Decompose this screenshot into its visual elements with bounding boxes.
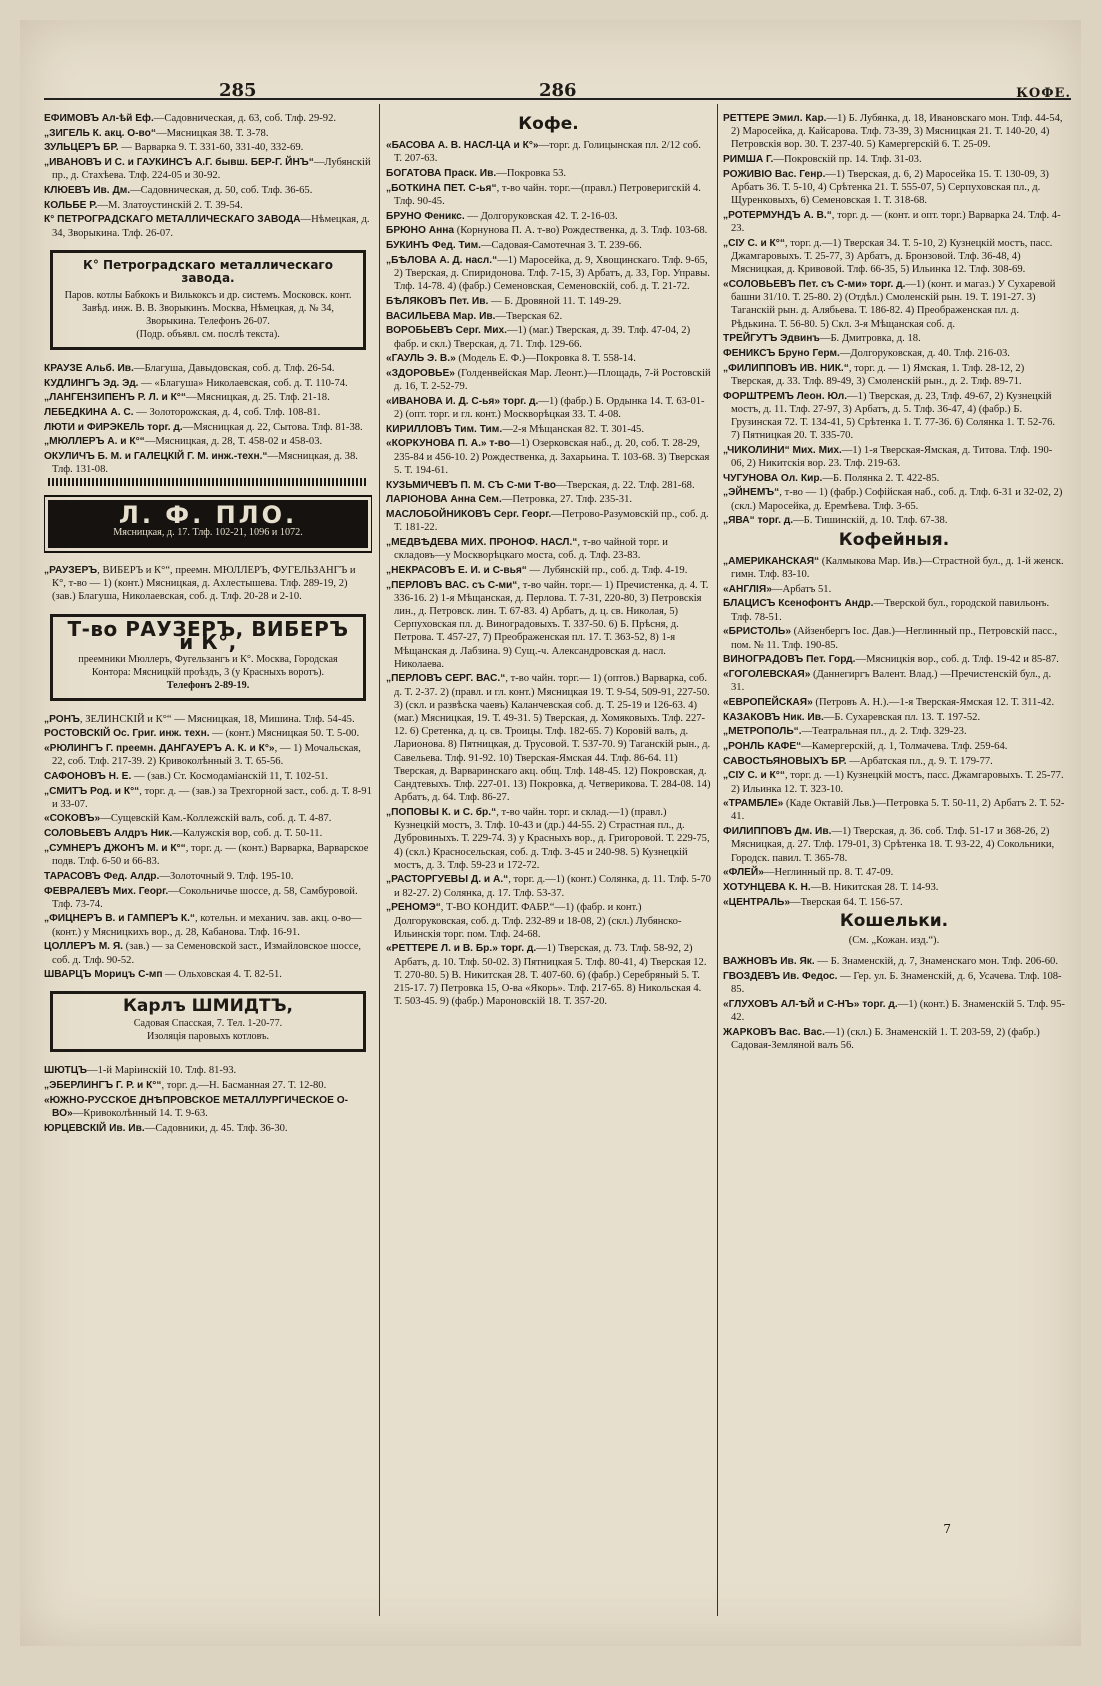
page-header <box>44 58 1071 100</box>
directory-entry: «ЮЖНО-РУССКОЕ ДНѢПРОВСКОЕ МЕТАЛЛУРГИЧЕСКОЕ О-ВО»—Кривоколѣнный 14. Т. 9-63. <box>44 1094 349 1120</box>
directory-page <box>20 20 1081 1646</box>
directory-entry: „МЮЛЛЕРЪ А. и К°“—Мясницкая, д. 28, Т. 458-02 и 458-03. <box>44 436 323 448</box>
section-title-purses: Кошельки. <box>839 910 949 931</box>
directory-entry: КУЗЬМИЧЕВЪ П. М. СЪ С-ми Т-во—Тверская, д. 22. Тлф. 281-68. <box>386 479 695 491</box>
footer-mark: 7 <box>943 1522 951 1536</box>
directory-entry: САФОНОВЪ Н. Е. — (зав.) Ст. Космодаміанскій 11, Т. 102-51. <box>44 770 329 782</box>
directory-entry: „ЧИКОЛИНИ“ Мих. Мих.—1) 1-я Тверская-Ямская, д. Титова. Тлф. 190-06, 2) Никитскія вор. 23. Тлф. 219-63. <box>723 444 1053 470</box>
directory-entry: «КОРКУНОВА П. А.» т-во—1) Озерковская наб., д. 20, соб. Т. 28-29, 235-84 и 456-10. 2) Рождественка, д. Захарьина. Т. 103-68. 3) Тверская 5. Т. 194-61. <box>386 438 710 476</box>
directory-entry: ШЮТЦЪ—1-й Маріинскій 10. Тлф. 81-93. <box>44 1065 237 1077</box>
directory-entry: КОЛЬБЕ Р.—М. Златоустинскій 2. Т. 39-54. <box>44 199 243 211</box>
directory-entry: „РОТЕРМУНДЪ А. В.“, торг. д. — (конт. и опт. торг.) Варварка 24. Тлф. 4-23. <box>723 209 1061 235</box>
directory-entry: МАСЛОБОЙНИКОВЪ Серг. Георг.—Петрово-Разумовскій пр., соб. д. Т. 181-22. <box>386 508 709 534</box>
ad-body: Мясницкая, д. 17. Тлф. 102-21, 1096 и 1072. <box>113 526 303 538</box>
directory-entry: «ЗДОРОВЬЕ» (Голденвейская Мар. Леонт.)—Площадь, 7-й Ростовскій д. 16, Т. 2-52-79. <box>386 367 711 393</box>
directory-entry: „РАУЗЕРЪ, ВИБЕРЪ и К°“, преемн. МЮЛЛЕРЪ, ФУГЕЛЬЗАНГЪ и К°, т-во — 1) (конт.) Мясницкая, д. Ахлестышева. Тлф. 289-19, 2) (зав.) Благуша, Николаевская, соб. д. Тлф. 20-28 и 2-10. <box>44 564 356 603</box>
ad-karl-schmidt <box>50 991 366 1052</box>
directory-entry: «БРИСТОЛЬ» (Айзенбергъ Іос. Дав.)—Неглинный пр., Петровскій пасс., пом. № 11. Тлф. 190-85. <box>723 626 1058 651</box>
directory-entry: «ЕВРОПЕЙСКАЯ» (Петровъ А. Н.).—1-я Тверская-Ямская 12. Т. 311-42. <box>723 696 1055 708</box>
directory-entry: „ПЕРЛОВЪ ВАС. съ С-ми“, т-во чайн. торг.— 1) Пречистенка, д. 4. Т. 336-16. 2) 1-я Мѣщанская, д. Перлова. Т. 7-31, 220-80, 3) Петровскія лин., д. Петровск. лин. Т. 67-83. 4) Арбатъ, д. ц. св. Николая, 5) Серпуховская пл. д. Виноградовыхъ. Т. 337-50. 6) Б. Прѣсня, д. Петрова. Т. 457-27, 7) Преображенская пл. 17. Т. 363-52, 8) 1-я Мѣщанская д. Лабзина. 9) Сущ.-ч. Александровская д. насл. Николаева. <box>386 579 709 670</box>
section-title-coffeehouses: Кофейныя. <box>838 529 950 550</box>
ad-plo <box>48 500 368 548</box>
directory-entry: ВАЖНОВЪ Ив. Як. — Б. Знаменскій, д. 7, Знаменскаго мон. Тлф. 206-60. <box>723 956 1058 968</box>
directory-entry: „СУМНЕРЪ ДЖОНЪ М. и К°“, торг. д. — (конт.) Варварка, Варварское подв. Тлф. 6-50 и 66-83. <box>44 842 369 868</box>
directory-entry: БЛАЦИСЪ Ксенофонтъ Андр.—Тверской бул., городской павильонъ. Тлф. 78-51. <box>723 598 1050 623</box>
directory-entry: „ИВАНОВЪ И С. и ГАУКИНСЪ А.Г. бывш. БЕР-Г. ЙНЪ“—Лубянскій пр., д. Стахѣева. Тлф. 224-05 и 30-92. <box>44 157 371 182</box>
directory-entry: „МЕТРОПОЛЬ“.—Театральная пл., д. 2. Тлф. 329-23. <box>723 726 967 738</box>
entries-list <box>386 139 711 1008</box>
directory-entry: «ЦЕНТРАЛЬ»—Тверская 64. Т. 156-57. <box>723 896 903 908</box>
directory-entry: РЕТТЕРЕ Эмил. Кар.—1) Б. Лубянка, д. 18, Ивановскаго мон. Тлф. 44-54, 2) Маросейка, д. Кайсарова. Тлф. 73-39, 3) Мясницкая 21. Т. 140-20, 4) Петровскія вор. 30. Т. 237-40. 5) Камергерскій 6. Т. 25-09. <box>723 113 1063 151</box>
directory-entry: „НЕКРАСОВЪ Е. И. и С-вья“ — Лубянскій пр., соб. д. Тлф. 4-19. <box>386 564 688 576</box>
ad-phone: Телефонъ 2-89-19. <box>166 679 250 691</box>
directory-entry: „РОНЛЬ КАФЕ“—Камергерскій, д. 1, Толмачева. Тлф. 259-64. <box>723 740 1008 752</box>
directory-entry: КЛЮЕВЪ Ив. Дм.—Садовническая, д. 50, соб. Тлф. 36-65. <box>44 185 313 197</box>
ad-title: Карлъ ШМИДТЪ, <box>123 996 293 1017</box>
directory-entry: «СОКОВЪ»—Сущевскій Кам.-Коллежскій валъ, соб. д. Т. 4-87. <box>44 813 332 825</box>
directory-entry: КУДЛИНГЪ Эд. Эд. — «Благуша» Николаевская, соб. д. Т. 110-74. <box>44 377 348 389</box>
directory-entry: ФЕНИКСЪ Бруно Герм.—Долгоруковская, д. 40. Тлф. 216-03. <box>723 347 1010 359</box>
directory-entry: ЦОЛЛЕРЪ М. Я. (зав.) — за Семеновской заст., Измайловское шоссе, соб. д. Тлф. 90-52. <box>44 941 362 966</box>
directory-entry: «РЮЛИНГЪ Г. преемн. ДАНГАУЕРЪ А. К. и К°», — 1) Мочальская, 22, соб. Тлф. 217-39. 2) Кривоколѣнный 3. Т. 65-56. <box>44 742 361 768</box>
directory-entry: „АМЕРИКАНСКАЯ“ (Калмыкова Мар. Ив.)—Страстной бул., д. 1-й женск. гимн. Тлф. 83-10. <box>723 555 1064 580</box>
entries-list <box>723 955 1065 1052</box>
directory-entry: „РЕНОМЭ“, Т-ВО КОНДИТ. ФАБР.“—1) (фабр. и конт.) Долгоруковская, соб. д. Тлф. 232-89 и 18-08, 2) (скл.) Лубянско-Ильинскія торг. пом. Тлф. 24-68. <box>386 902 682 940</box>
directory-entry: ВИНОГРАДОВЪ Пет. Горд.—Мясницкія вор., соб. д. Тлф. 19-42 и 85-87. <box>723 654 1059 666</box>
section-note: (См. „Кожан. изд.“). <box>848 935 940 947</box>
entries-list <box>723 555 1065 909</box>
directory-entry: СОЛОВЬЕВЪ Алдръ Ник.—Калужскія вор, соб. д. Т. 50-11. <box>44 828 323 840</box>
directory-entry: БѢЛЯКОВЪ Пет. Ив. — Б. Дровяной 11. Т. 149-29. <box>386 295 622 307</box>
page-number-left: 285 <box>219 80 257 101</box>
entries-list <box>44 1064 372 1135</box>
directory-entry: «ГЛУХОВЪ АЛ-ѢЙ и С-НЪ» торг. д.—1) (конт.) Б. Знаменскій 5. Тлф. 95-42. <box>723 998 1065 1024</box>
directory-entry: САВОСТЬЯНОВЫХЪ БР. —Арбатская пл., д. 9. Т. 179-77. <box>723 755 993 767</box>
directory-entry: ЕФИМОВЪ Ал-ѣй Еф.—Садовническая, д. 63, соб. Тлф. 29-92. <box>44 113 337 124</box>
directory-entry: „ФИЦНЕРЪ В. и ГАМПЕРЪ К.“, котельн. и механич. зав. акц. о-во—(конт.) у Мясницкихъ вор., д. 28, Кабанова. Тлф. 16-91. <box>44 913 362 938</box>
ad-title: К° Петроградскаго металлическаго завода. <box>83 257 333 285</box>
directory-entry: ФОРШТРЕМЪ Леон. Юл.—1) Тверская, д. 23, Тлф. 49-67, 2) Кузнецкій мостъ, д. 11. Тлф. 27-97, 3) Арбатъ, д. 5. Тлф. 36-47, 4) (фабр.) Б. Грузинская 72. Т. 134-41, 5) Срѣтенка 1. Т. 77-36. 6) Солянка 1. Т. 52-76. 7) Пятницкая 20. Т. 335-70. <box>723 390 1056 442</box>
column-rule-left <box>379 104 380 1616</box>
directory-entry: „ЭБЕРЛИНГЪ Г. Р. и К°“, торг. д.—Н. Басманная 27. Т. 12-80. <box>44 1080 327 1092</box>
directory-entry: ЖАРКОВЪ Вас. Вас.—1) (скл.) Б. Знаменскій 1. Т. 203-59, 2) (фабр.) Садовая-Земляной валъ 56. <box>723 1026 1040 1051</box>
directory-entry: ЛЕБЕДКИНА А. С. — Золоторожская, д. 4, соб. Тлф. 108-81. <box>44 406 321 418</box>
directory-entry: БУКИНЪ Фед. Тим.—Садовая-Самотечная 3. Т. 239-66. <box>386 240 642 252</box>
directory-entry: «СОЛОВЬЕВЪ Пет. съ С-ми» торг. д.—1) (конт. и магаз.) У Сухаревой башни 31/10. Т. 25-80. 2) (Отдѣл.) Смоленскій рын. 19. Т. 191-27. 3) Таганскій рын. д. Алябьева. Т. 186-82. 4) Преображенская пл. д. Рѣдькина. Т. 56-80. 5) Скл. 3-я Мѣщанская соб. д. <box>723 278 1056 330</box>
directory-entry: „ЯВА“ торг. д.—Б. Тишинскій, д. 10. Тлф. 67-38. <box>723 515 948 527</box>
column-left <box>44 112 372 1626</box>
directory-entry: ЛАРІОНОВА Анна Сем.—Петровка, 27. Тлф. 235-31. <box>386 494 633 506</box>
directory-entry: ТРЕЙГУТЪ Эдвинъ—Б. Дмитровка, д. 18. <box>723 333 921 345</box>
directory-entry: ВОРОБЬЕВЪ Серг. Мих.—1) (маг.) Тверская, д. 39. Тлф. 47-04, 2) фабр. и скл.) Тверская, д. 71. Тлф. 129-66. <box>386 325 691 350</box>
directory-entry: БОГАТОВА Праск. Ив.—Покровка 53. <box>386 168 567 180</box>
column-middle <box>386 112 711 1626</box>
directory-entry: РИМША Г.—Покровскій пр. 14. Тлф. 31-03. <box>723 154 922 166</box>
directory-entry: „ПЕРЛОВЪ СЕРГ. ВАС.“, т-во чайн. торг.— 1) (оптов.) Варварка, соб. д. Т. 2-37. 2) (правл. и гл. конт.) Мясницкая 19. Т. 9-54, 509-91, 227-50. 3) (скл. и развѣска чаевъ) Каланчевская соб. д. Т. 25-19 и 126-63. 4) (маг.) Мясницкая, 19. Т. 49-31. 5) Тверская, д. Хомяковыхъ. Тлф. 227-12. 6) Сретенка, д. ц. св. Троицы. Тлф. 182-65. 7) Коровій валъ, д. Ларионова. 8) Пятницкая, д. Труcовой. Т. 537-70. 9) Таганскій рын., д. Савельева. Тлф. 91-92. 10) Тверская-Ямская 44. Тлф. 86-64. 11) Тверская, д. Варваринскаго акц. общ. Тлф. 148-45. 12) Покровская, д. Сандтевыхъ. Тлф. 227-01. 13) Покровка, д. Четверикова. Т. 284-08. 14) Арбатъ, д. 64. Тлф. 86-27. <box>386 673 711 804</box>
directory-entry: „РОНЪ, ЗЕЛИНСКІЙ и К°“ — Мясницкая, 18, Мишина. Тлф. 54-45. <box>44 713 355 725</box>
ad-body: преемники Мюллеръ, Фугельзангъ и К°. Москва, Городская Контора: Мясницкій проѣздъ, 3 (у Красныхъ воротъ). <box>78 653 338 678</box>
directory-entry: „БОТКИНА ПЕТ. С-ья“, т-во чайн. торг.—(правл.) Петроверигскій 4. Тлф. 90-45. <box>386 182 701 208</box>
directory-entry: «БАСОВА А. В. НАСЛ-ЦА и К°»—торг. д. Голицынская пл. 2/12 соб. Т. 207-63. <box>386 140 701 165</box>
ad-body: Садовая Спасская, 7. Тел. 1-20-77. <box>133 1018 283 1030</box>
ad-title: Т-во РАУЗЕРЪ, ВИБЕРЪ и К°, <box>67 616 349 654</box>
directory-entry: ФЕВРАЛЕВЪ Мих. Георг.—Сокольничье шоссе, д. 58, Самбуровой. Тлф. 73-74. <box>44 885 358 910</box>
directory-entry: „ЛАНГЕНЗИПЕНЪ Р. Л. и К°“—Мясницкая, д. 25. Тлф. 21-18. <box>44 392 330 404</box>
directory-entry: „ЭЙНЕМЪ“, т-во — 1) (фабр.) Софійская наб., соб. д. Тлф. 6-31 и 32-02, 2) (скл.) Маросейка, д. Еремѣева. Тлф. 3-65. <box>723 487 1063 512</box>
directory-entry: «ГОГОЛЕВСКАЯ» (Даннегиргъ Валент. Влад.) —Пречистенскій бул., д. 31. <box>723 668 1052 694</box>
directory-entry: БРУНО Феникс. — Долгоруковская 42. Т. 2-16-03. <box>386 210 618 222</box>
directory-entry: БРЮНО Анна (Корнунова П. А. т-во) Рождественка, д. 3. Тлф. 103-68. <box>386 225 708 237</box>
directory-entry: ГВОЗДЕВЪ Ив. Федос. — Гер. ул. Б. Знаменскій, д. 6, Усачева. Тлф. 108-85. <box>723 970 1062 996</box>
ad-rauzer-viber <box>50 614 366 701</box>
directory-entry: «РЕТТЕРЕ Л. и В. Бр.» торг. д.—1) Тверская, д. 73. Тлф. 58-92, 2) Арбатъ, д. 10. Тлф. 50-02. 3) Пятницкая 5. Тлф. 80-41, 4) Тверская 12. Т. 270-80. 5) В. Никитская 28. Т. 407-60. 6) (фабр.) Серебряный 5. Т. 215-17. 7) Петровка 15, О-ва «Якорь». Тлф. 217-65. 8) Никольская 4. Т. 503-45. 9) (фабр.) Мароновскій 18. Т. 357-20. <box>386 943 707 1008</box>
directory-entry: «ИВАНОВА И. Д. С-ья» торг. д.—1) (фабр.) Б. Ордынка 14. Т. 63-01- 2) (опт. торг. и гл. конт.) Москворѣцкая 33. Т. 4-08. <box>386 395 705 421</box>
directory-entry: ЗУЛЬЦЕРЪ БР. — Варварка 9. Т. 331-60, 331-40, 332-69. <box>44 142 304 154</box>
directory-entry: „ПОПОВЫ К. и С. бр.“, т-во чайн. торг. и склад.—1) (правл.) Кузнецкій мостъ, 3. Тлф. 10-43 и (др.) 44-55. 2) Страстная пл., д. Дубровиныхъ. Т. 229-74. 3) у Красныхъ вор., д. Григоровой. Т. 229-75, 4) (скл.) Красносельская, соб. д. Тлф. 3-45 и 240-98. 5) Кузнецкій мостъ, д. 3. Тлф. 59-23 и 172-72. <box>386 806 710 871</box>
entries-list <box>723 112 1065 528</box>
directory-entry: «ТРАМБЛЕ» (Каде Октавій Льв.)—Петровка 5. Т. 50-11, 2) Арбатъ 2. Т. 52-41. <box>723 798 1065 823</box>
directory-entry: „МЕДВѢДЕВА МИХ. ПРОНОФ. НАСЛ.“, т-во чайной торг. и складовъ—у Москворѣцкаго моста, соб. д. Тлф. 23-83. <box>386 536 668 562</box>
directory-entry: КИРИЛЛОВЪ Тим. Тим.—2-я Мѣщанская 82. Т. 301-45. <box>386 423 644 435</box>
section-title-coffee: Кофе. <box>518 114 579 134</box>
directory-entry: «ГАУЛЬ Э. В.» (Модель Е. Ф.)—Покровка 8. Т. 558-14. <box>386 353 636 365</box>
directory-entry: „БѢЛОВА А. Д. насл.“—1) Маросейка, д. 9, Хвощинскаго. Тлф. 9-65, 2) Тверская, д. Спиридонова. Тлф. 7-15, 3) Арбатъ, д. 33, Гор. Управы. Тлф. 14-78. 4) (фабр.) Семеновская, Семеновскій, соб. д. Т. 21-72. <box>386 254 710 293</box>
ad-body: Паров. котлы Бабкокъ и Вилькоксъ и др. системъ. Московск. конт. Завѣд. инж. В. В. Зворыкинъ. Москва, Нѣмецкая, д. № 34, Зворыкина. Телефонъ 26-07. <box>64 289 352 327</box>
ornament-divider <box>48 478 368 486</box>
directory-entry: „РАСТОРГУЕВЫ Д. и А.“, торг. д.—1) (конт.) Солянка, д. 11. Тлф. 5-70 и 82-27. 2) Солянка, д. 17. Тлф. 53-37. <box>386 874 711 899</box>
directory-entry: ЛЮТИ и ФИРЭКЕЛЬ торг. д.—Мясницкая д. 22, Сытова. Тлф. 81-38. <box>44 421 363 433</box>
directory-entry: ФИЛИППОВЪ Дм. Ив.—1) Тверская, д. 36. соб. Тлф. 51-17 и 368-26, 2) Мясницкая, д. 27. Тлф. 179-01, 3) Срѣтенка 18. Т. 93-22, 4) Сокольники, Городск. павил. Т. 365-78. <box>723 826 1055 864</box>
directory-entry: „СІУ С. и К°“, торг. д.—1) Тверская 34. Т. 5-10, 2) Кузнецкій мостъ, пасс. Джамгаровыхъ. Т. 25-77, 3) Арбатъ, д. Бронзовой. Тлф. 36-48, 4) Мясницкая, д. Кривовой. Тлф. 66-35, 5) Ильинка 12. Тлф. 308-69. <box>723 237 1053 276</box>
ad-note: (Подр. объявл. см. послѣ текста). <box>136 328 280 340</box>
directory-entry: ТАРАСОВЪ Фед. Алдр.—Золоточный 9. Тлф. 195-10. <box>44 870 294 882</box>
ad-title: Л. Ф. ПЛО. <box>118 500 298 529</box>
directory-entry: ШВАРЦЪ Морицъ С-мп — Ольховская 4. Т. 82-51. <box>44 969 282 981</box>
directory-entry: ЧУГУНОВА Ол. Кир.—Б. Полянка 2. Т. 422-85. <box>723 472 940 484</box>
directory-entry: ЮРЦЕВСКІЙ Ив. Ив.—Садовники, д. 45. Тлф. 36-30. <box>44 1122 288 1134</box>
directory-entry: ОКУЛИЧЪ Б. М. и ГАЛЕЦКІЙ Г. М. инж.-техн.“—Мясницкая, д. 38. Тлф. 131-08. <box>44 451 358 476</box>
directory-entry: РОСТОВСКІЙ Ос. Григ. инж. техн. — (конт.) Мясницкая 50. Т. 5-00. <box>44 728 360 740</box>
column-right <box>723 112 1065 1626</box>
entries-list <box>44 362 372 477</box>
directory-entry: РОЖИВІО Вас. Генр.—1) Тверская, д. 6, 2) Маросейка 15. Т. 130-09, 3) Арбатъ 36. Т. 5-10, 4) Срѣтенка 21. Т. 555-07, 5) Серпуховская пл., д. Щуренковыхъ, 6) Семеновская 1. Т. 318-68. <box>723 168 1049 207</box>
ad-note: Изоляція паровыхъ котловъ. <box>146 1031 270 1043</box>
directory-entry: «АНГЛІЯ»—Арбатъ 51. <box>723 583 832 595</box>
entries-list <box>44 112 372 240</box>
directory-entry: КРАУЗЕ Альб. Ив.—Благуша, Давыдовская, соб. д. Тлф. 26-54. <box>44 362 335 374</box>
entries-list <box>44 564 372 604</box>
directory-entry: „ЗИГЕЛЬ К. акц. О-во“—Мясницкая 38. Т. 3-78. <box>44 127 269 139</box>
column-rule-right <box>717 104 718 1616</box>
directory-entry: „ФИЛИППОВЪ ИВ. НИК.“, торг. д. — 1) Ямская, 1. Тлф. 28-12, 2) Тверская, д. 33. Тлф. 89-49, 3) Смоленскій рын., д. 2. Тлф. 89-71. <box>723 362 1025 387</box>
directory-entry: ВАСИЛЬЕВА Мар. Ив.—Тверская 62. <box>386 310 563 322</box>
directory-entry: «ФЛЕЙ»—Неглинный пр. 8. Т. 47-09. <box>723 867 894 879</box>
directory-entry: ХОТУНЦЕВА К. Н.—В. Никитская 28. Т. 14-93. <box>723 881 939 893</box>
directory-entry: „СІУ С. и К°“, торг. д. —1) Кузнецкій мостъ, пасс. Джамгаровыхъ. Т. 25-77. 2) Ильинка 12. Т. 323-10. <box>723 770 1064 795</box>
page-number-right: 286 <box>539 80 577 101</box>
entries-list <box>44 713 372 982</box>
running-head: КОФЕ. <box>1016 86 1071 101</box>
directory-entry: КАЗАКОВЪ Ник. Ив.—Б. Сухаревская пл. 13. Т. 197-52. <box>723 711 981 723</box>
directory-entry: К° ПЕТРОГРАДСКАГО МЕТАЛЛИЧЕСКАГО ЗАВОДА—Нѣмецкая, д. 34, Зворыкина. Тлф. 26-07. <box>44 214 370 239</box>
directory-entry: „СМИТЪ Род. и К°“, торг. д. — (зав.) за Трехгорной заст., соб. д. Т. 8-91 и 33-07. <box>44 785 372 810</box>
ad-petrograd-metal-works <box>50 250 366 350</box>
